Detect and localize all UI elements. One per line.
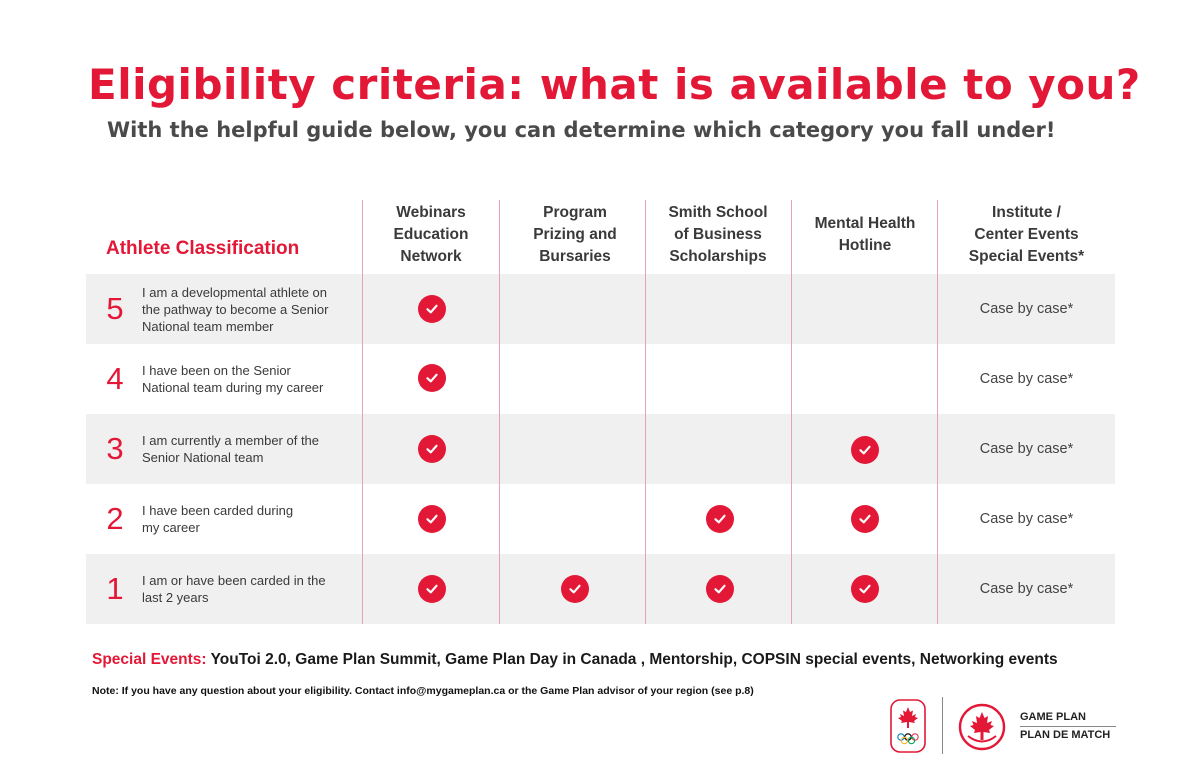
checkmark-icon	[418, 364, 446, 392]
row-level: 3	[106, 431, 124, 466]
column-divider	[645, 200, 646, 624]
plan-de-match-label: PLAN DE MATCH	[1020, 729, 1111, 741]
column-header-smith: Smith School of Business Scholarships	[668, 204, 768, 265]
column-header-mental-health: Mental Health Hotline	[814, 215, 916, 254]
row-description: I am or have been carded in the last 2 years	[142, 573, 326, 605]
table-row	[86, 554, 1115, 624]
checkmark-icon	[418, 575, 446, 603]
checkmark-icon	[418, 435, 446, 463]
table-row	[86, 344, 1115, 414]
checkmark-icon	[706, 575, 734, 603]
row-description: I am currently a member of the Senior National team	[142, 433, 320, 465]
page-title: Eligibility criteria: what is available to you?	[88, 60, 1141, 109]
checkmark-icon	[851, 505, 879, 533]
page-subtitle: With the helpful guide below, you can determine which category you fall under!	[107, 118, 1056, 142]
game-plan-maple-leaf-icon	[958, 703, 1006, 751]
row-level: 1	[106, 571, 124, 606]
case-by-case-text: Case by case*	[979, 581, 1074, 597]
game-plan-wordmark	[1020, 711, 1116, 741]
column-header-program: Program Prizing and Bursaries	[533, 204, 617, 265]
checkmark-icon	[706, 505, 734, 533]
case-by-case-text: Case by case*	[979, 511, 1074, 527]
column-divider	[362, 200, 363, 624]
row-description: I have been carded during my career	[142, 503, 294, 535]
checkmark-icon	[851, 575, 879, 603]
row-level: 5	[106, 291, 124, 326]
table-row	[86, 274, 1115, 344]
eligibility-note: Note: If you have any question about your eligibility. Contact info@mygameplan.ca or the Game Plan advisor of your region (see p.8)	[92, 685, 754, 697]
case-by-case-text: Case by case*	[979, 371, 1074, 387]
column-divider	[937, 200, 938, 624]
column-divider	[791, 200, 792, 624]
checkmark-icon	[561, 575, 589, 603]
column-header-webinars: Webinars Education Network	[393, 204, 469, 265]
checkmark-icon	[851, 436, 879, 464]
row-level: 2	[106, 501, 124, 536]
eligibility-table	[86, 196, 1115, 628]
row-description: I have been on the Senior National team during my career	[142, 363, 324, 395]
case-by-case-text: Case by case*	[979, 441, 1074, 457]
checkmark-icon	[418, 505, 446, 533]
special-events-label: Special Events:	[92, 651, 207, 668]
checkmark-icon	[418, 295, 446, 323]
table-row	[86, 414, 1115, 484]
canada-olympic-maple-leaf-rings-icon	[890, 699, 926, 753]
row-description: I am a developmental athlete on the pathway to become a Senior National team member	[142, 284, 329, 334]
table-row	[86, 484, 1115, 554]
game-plan-label: GAME PLAN	[1020, 711, 1116, 727]
case-by-case-text: Case by case*	[979, 301, 1074, 317]
athlete-classification-header: Athlete Classification	[106, 238, 300, 259]
row-level: 4	[106, 361, 124, 396]
special-events	[92, 651, 1058, 669]
column-divider	[499, 200, 500, 624]
column-header-institute: Institute / Center Events Special Events*	[968, 204, 1085, 265]
special-events-text: YouToi 2.0, Game Plan Summit, Game Plan Day in Canada , Mentorship, COPSIN special events, Networking events	[210, 651, 1058, 668]
logo-divider	[942, 697, 943, 754]
